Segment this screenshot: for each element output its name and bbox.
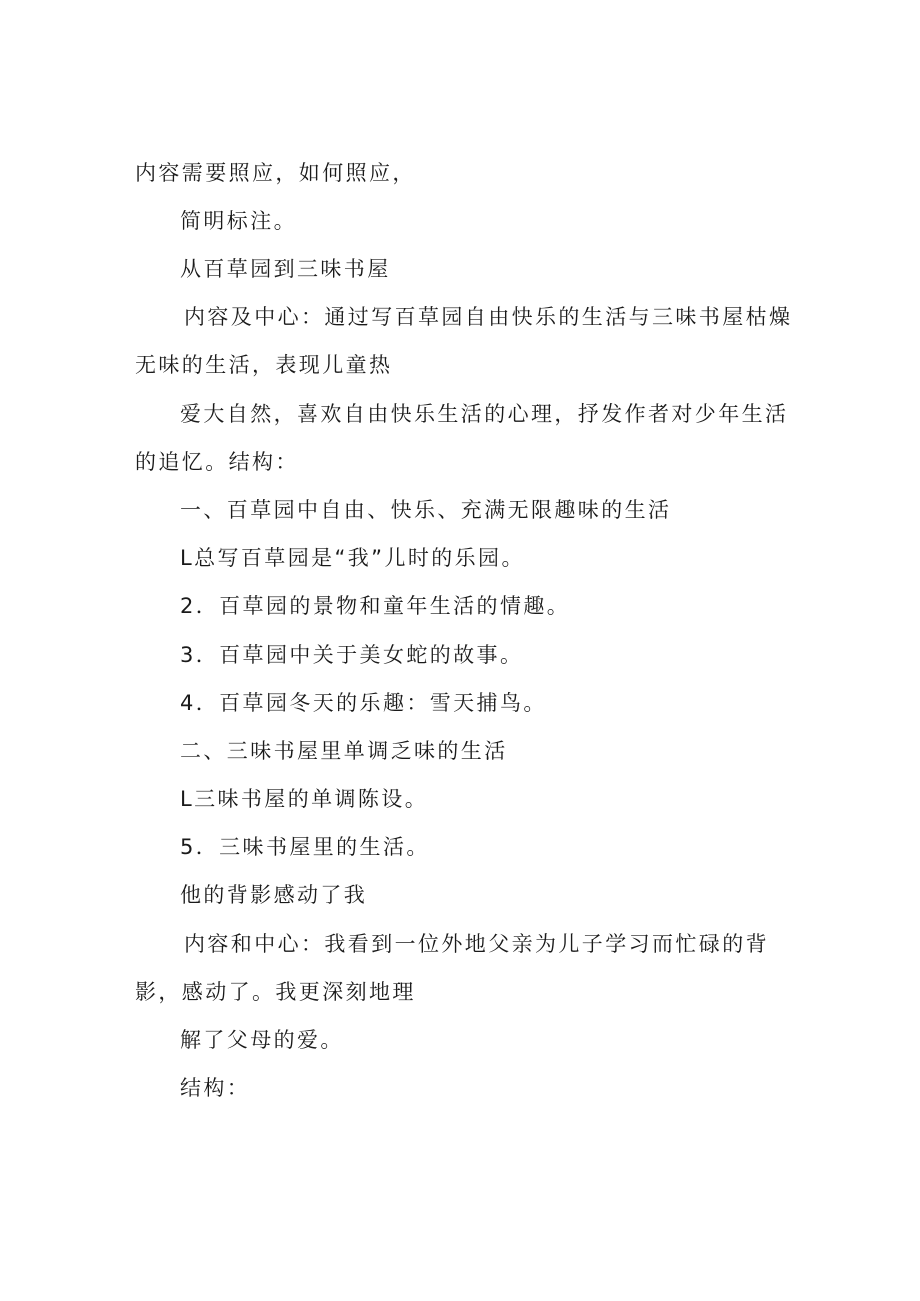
text-line: 内容和中心：我看到一位外地父亲为儿子学习而忙碌的背	[184, 932, 769, 956]
list-item: L三味书屋的单调陈设。	[180, 787, 429, 811]
text-line: 影，感动了。我更深刻地理	[135, 980, 416, 1004]
list-item: 3．百草园中关于美女蛇的故事。	[180, 643, 524, 667]
list-item: 4．百草园冬天的乐趣：雪天捕鸟。	[180, 691, 547, 715]
text-line: 结构：	[180, 1076, 251, 1100]
heading-line: 从百草园到三味书屋	[180, 257, 391, 281]
text-line: 无味的生活，表现儿童热	[135, 353, 393, 377]
text-line: 内容及中心：通过写百草园自由快乐的生活与三味书屋枯燥	[184, 305, 793, 329]
text-line: 简明标注。	[180, 209, 297, 233]
text-line: 解了父母的爱。	[180, 1028, 344, 1052]
text-line: 二、三味书屋里单调乏味的生活	[180, 739, 508, 763]
list-item: L总写百草园是“我”儿时的乐园。	[180, 546, 525, 570]
heading-line: 他的背影感动了我	[180, 883, 368, 907]
text-line: 爱大自然，喜欢自由快乐生活的心理，抒发作者对少年生活	[180, 402, 789, 426]
list-item: 5．三味书屋里的生活。	[180, 835, 430, 859]
list-item: 2．百草园的景物和童年生活的情趣。	[180, 594, 571, 618]
text-line: 一、百草园中自由、快乐、充满无限趣味的生活	[180, 498, 672, 522]
text-line: 内容需要照应，如何照应，	[135, 161, 416, 185]
text-line: 的追忆。结构：	[135, 450, 299, 474]
